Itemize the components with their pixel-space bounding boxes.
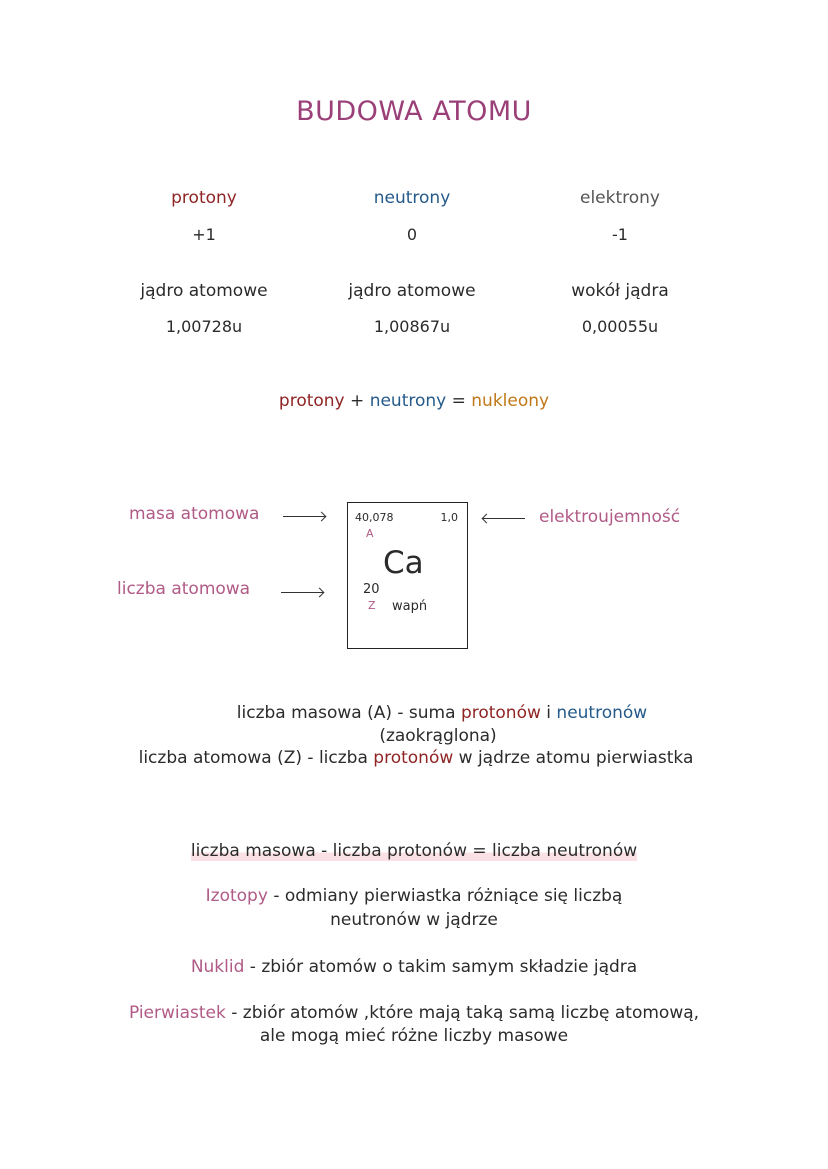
particle-location-neutrons: jądro atomowe bbox=[348, 281, 476, 301]
element-card bbox=[347, 502, 468, 649]
nuclide-def: - zbiór atomów o takim samym składzie jądra bbox=[244, 957, 638, 977]
atomic-number-protons: protonów bbox=[373, 748, 454, 768]
isotopes-term: Izotopy bbox=[205, 886, 268, 906]
label-atomic-number: liczba atomowa bbox=[117, 579, 251, 599]
mass-number-and: i bbox=[540, 703, 557, 723]
isotopes-definition bbox=[0, 886, 828, 906]
nucleons-plus: + bbox=[350, 391, 365, 411]
nuclide-definition bbox=[0, 957, 828, 977]
element-term: Pierwiastek bbox=[128, 1003, 226, 1023]
formula-line bbox=[0, 841, 828, 861]
page-title: BUDOWA ATOMU bbox=[296, 96, 532, 127]
mass-number-definition bbox=[28, 703, 828, 723]
mass-number-text: liczba masowa (A) - suma bbox=[236, 703, 461, 723]
element-symbol: Ca bbox=[383, 545, 424, 581]
element-mass: 40,078 bbox=[355, 511, 394, 524]
mass-number-protons: protonów bbox=[460, 703, 541, 723]
nucleons-neutrons: neutrony bbox=[369, 391, 447, 411]
nucleons-equation bbox=[0, 391, 828, 411]
element-atomic-number: 20 bbox=[363, 582, 380, 597]
atomic-number-text-end: w jądrze atomu pierwiastka bbox=[453, 748, 694, 768]
particle-location-electrons: wokół jądra bbox=[571, 281, 669, 301]
particle-name-protons: protony bbox=[171, 188, 237, 208]
atomic-number-text: liczba atomowa (Z) - liczba bbox=[138, 748, 374, 768]
number-mark: Z bbox=[368, 599, 376, 612]
label-electronegativity: elektroujemność bbox=[539, 507, 681, 527]
element-def: - zbiór atomów ,które mają taką samą liczbę atomową, bbox=[225, 1003, 700, 1023]
mass-number-rounded: (zaokrąglona) bbox=[379, 726, 497, 746]
particle-mass-protons: 1,00728u bbox=[165, 317, 243, 336]
element-definition bbox=[0, 1003, 828, 1023]
particle-charge-electrons: -1 bbox=[612, 225, 628, 244]
element-definition-2: ale mogą mieć różne liczby masowe bbox=[259, 1026, 569, 1046]
isotopes-def: - odmiany pierwiastka różniące się liczbą bbox=[267, 886, 623, 906]
formula: liczba masowa - liczba protonów = liczba neutronów bbox=[190, 841, 638, 861]
nucleons-protons: protony bbox=[278, 391, 345, 411]
nucleons-result: nukleony bbox=[471, 391, 550, 411]
element-name: wapń bbox=[392, 599, 428, 614]
particle-charge-neutrons: 0 bbox=[406, 225, 418, 244]
isotopes-definition-2: neutronów w jądrze bbox=[330, 910, 498, 930]
mass-mark: A bbox=[366, 527, 374, 540]
arrow-right-icon bbox=[281, 592, 323, 593]
particle-name-electrons: elektrony bbox=[579, 188, 660, 208]
nucleons-equals: = bbox=[451, 391, 466, 411]
arrow-right-icon bbox=[283, 516, 325, 517]
mass-number-neutrons: neutronów bbox=[556, 703, 648, 723]
particle-location-protons: jądro atomowe bbox=[140, 281, 268, 301]
particle-mass-electrons: 0,00055u bbox=[581, 317, 659, 336]
arrow-left-icon bbox=[483, 518, 525, 519]
particle-mass-neutrons: 1,00867u bbox=[373, 317, 451, 336]
label-atomic-mass: masa atomowa bbox=[129, 504, 260, 524]
particle-charge-protons: +1 bbox=[192, 225, 216, 244]
nuclide-term: Nuklid bbox=[190, 957, 245, 977]
particle-name-neutrons: neutrony bbox=[373, 188, 451, 208]
atomic-number-definition bbox=[2, 748, 828, 768]
element-electronegativity: 1,0 bbox=[440, 511, 458, 524]
